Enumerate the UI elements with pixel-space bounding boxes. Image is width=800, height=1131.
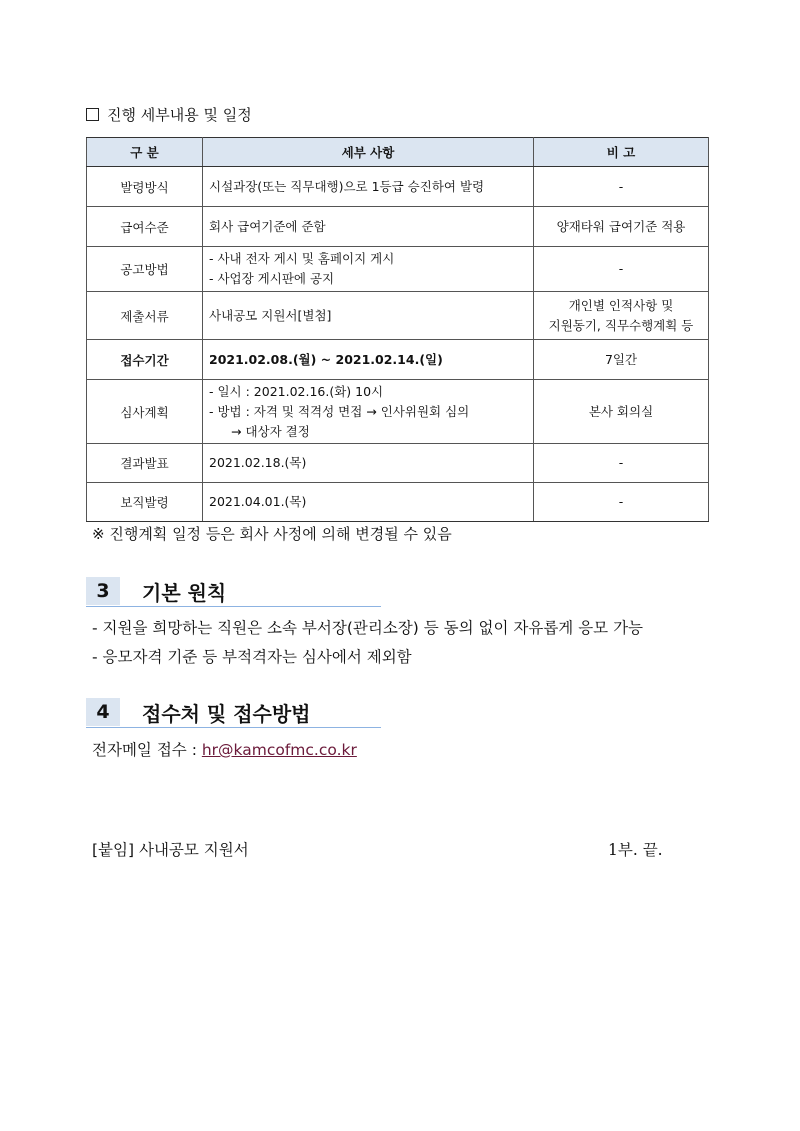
section-3-heading xyxy=(86,576,381,607)
row-note: - xyxy=(534,167,709,207)
schedule-table xyxy=(86,137,709,522)
table-row xyxy=(87,292,709,340)
table-header-row xyxy=(87,138,709,167)
section-4-title: 접수처 및 접수방법 xyxy=(142,701,311,726)
header-category: 구 분 xyxy=(87,138,203,167)
section-4-heading xyxy=(86,697,381,728)
row-note: 개인별 인적사항 및 지원동기, 직무수행계획 등 xyxy=(534,292,709,340)
row-detail: 시설과장(또는 직무대행)으로 1등급 승진하여 발령 xyxy=(203,167,534,207)
row-label: 접수기간 xyxy=(87,340,203,380)
email-label: 전자메일 접수 : xyxy=(92,741,202,759)
row-note: 양재타워 급여기준 적용 xyxy=(534,207,709,247)
section-3-title: 기본 원칙 xyxy=(142,580,227,605)
section-3-bullets xyxy=(92,614,643,672)
section-3-number: 3 xyxy=(86,577,120,605)
row-label: 심사계획 xyxy=(87,380,203,444)
list-item: - 응모자격 기준 등 부적격자는 심사에서 제외함 xyxy=(92,648,412,666)
row-detail: 2021.02.08.(월) ~ 2021.02.14.(일) xyxy=(203,340,534,380)
row-detail: - 일시 : 2021.02.16.(화) 10시 - 방법 : 자격 및 적격성 면접 → 인사위원회 심의 → 대상자 결정 xyxy=(203,380,534,444)
section-title-text: 진행 세부내용 및 일정 xyxy=(107,106,252,124)
attachment-label: [붙임] 사내공모 지원서 xyxy=(92,841,249,859)
row-note: - xyxy=(534,483,709,522)
row-label: 결과발표 xyxy=(87,444,203,483)
table-row xyxy=(87,444,709,483)
schedule-notice: ※ 진행계획 일정 등은 회사 사정에 의해 변경될 수 있음 xyxy=(92,525,452,543)
row-label: 보직발령 xyxy=(87,483,203,522)
checkbox-square-icon xyxy=(86,108,99,121)
row-note: 7일간 xyxy=(534,340,709,380)
table-row xyxy=(87,207,709,247)
table-row xyxy=(87,167,709,207)
row-detail: 회사 급여기준에 준함 xyxy=(203,207,534,247)
email-link[interactable]: hr@kamcofmc.co.kr xyxy=(201,741,357,759)
row-label: 제출서류 xyxy=(87,292,203,340)
row-note: - xyxy=(534,444,709,483)
table-row xyxy=(87,483,709,522)
row-detail: 2021.04.01.(목) xyxy=(203,483,534,522)
row-detail: 사내공모 지원서[별첨] xyxy=(203,292,534,340)
header-note: 비 고 xyxy=(534,138,709,167)
row-label: 발령방식 xyxy=(87,167,203,207)
table-row xyxy=(87,340,709,380)
section-4-number: 4 xyxy=(86,698,120,726)
row-note: - xyxy=(534,247,709,292)
section-title xyxy=(86,104,252,125)
row-detail: - 사내 전자 게시 및 홈페이지 게시 - 사업장 게시판에 공지 xyxy=(203,247,534,292)
list-item: - 지원을 희망하는 직원은 소속 부서장(관리소장) 등 동의 없이 자유롭게 응모 가능 xyxy=(92,619,644,637)
row-detail: 2021.02.18.(목) xyxy=(203,444,534,483)
header-detail: 세부 사항 xyxy=(203,138,534,167)
attachment-count: 1부. 끝. xyxy=(608,841,663,859)
row-note: 본사 회의실 xyxy=(534,380,709,444)
table-row xyxy=(87,247,709,292)
row-label: 급여수준 xyxy=(87,207,203,247)
row-label: 공고방법 xyxy=(87,247,203,292)
email-line xyxy=(92,738,357,760)
table-row xyxy=(87,380,709,444)
